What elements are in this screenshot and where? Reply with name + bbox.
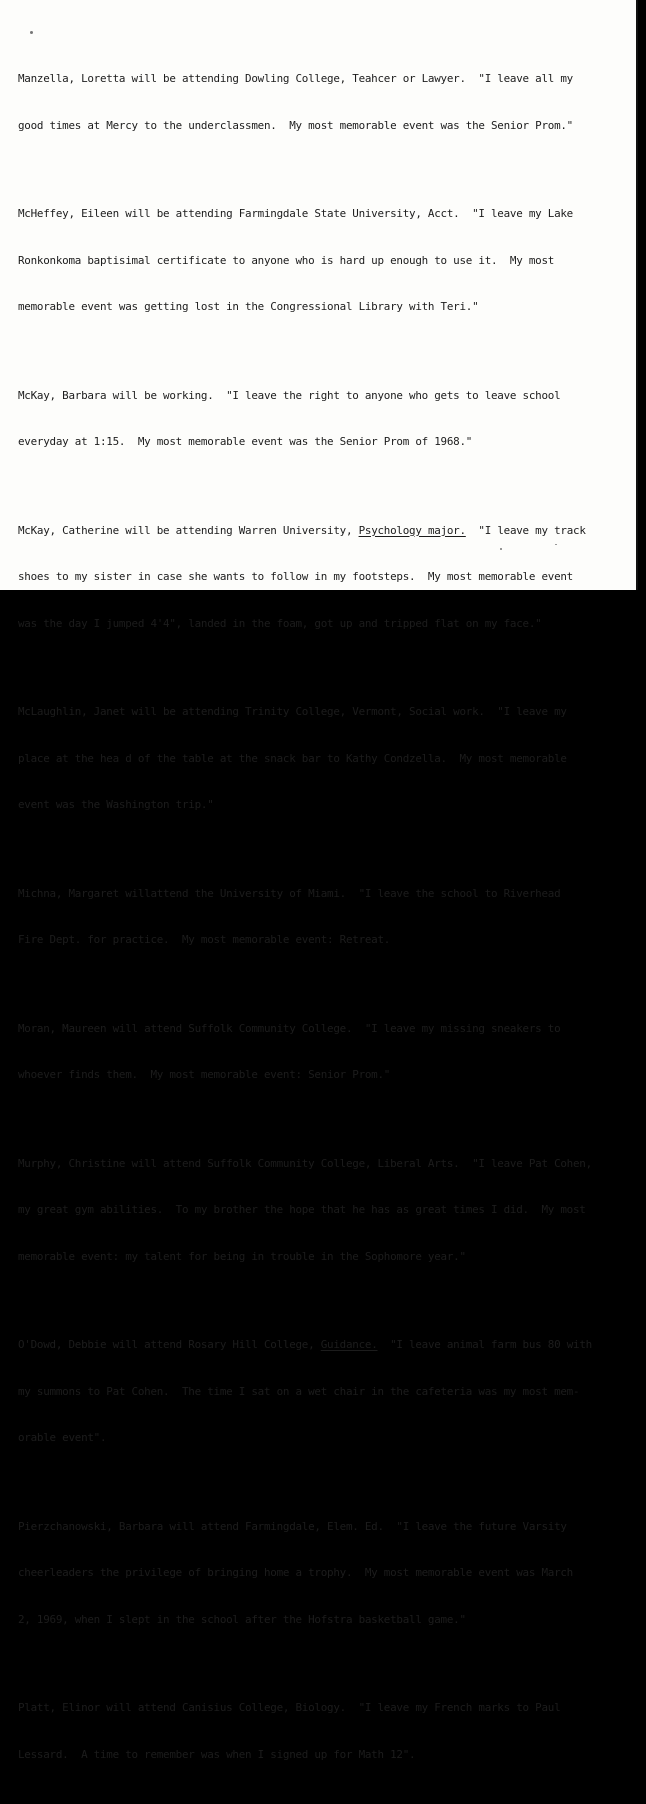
entry-line: my summons to Pat Cohen. The time I sat on a wet chair in the cafeteria was my most mem- bbox=[18, 1384, 580, 1398]
senior-wills-list bbox=[18, 40, 636, 1804]
entry-line: Ronkonkoma baptisimal certificate to anyone who is hard up enough to use it. My most bbox=[18, 253, 555, 267]
entry-manzella bbox=[18, 40, 636, 164]
underlined-text: Guidance. bbox=[320, 1338, 378, 1351]
entry-line: Michna, Margaret willattend the University of Miami. "I leave the school to Riverhead bbox=[18, 886, 561, 900]
entry-line: everyday at 1:15. My most memorable event was the Senior Prom of 1968." bbox=[18, 435, 473, 448]
entry-platt bbox=[18, 1669, 636, 1793]
entry-line: good times at Mercy to the underclassmen. My most memorable event was the Senior Prom." bbox=[18, 118, 573, 132]
entry-line: Platt, Elinor will attend Canisius College, Biology. "I leave my French marks to Paul bbox=[18, 1701, 561, 1714]
entry-line: orable event". bbox=[18, 1431, 107, 1444]
underlined-text: Psychology major. bbox=[358, 523, 466, 537]
entry-line: Pierzchanowski, Barbara will attend Farmingdale, Elem. Ed. "I leave the future Varsity bbox=[18, 1519, 567, 1533]
entry-line: whoever finds them. My most memorable event: Senior Prom." bbox=[18, 1068, 391, 1081]
entry-line: McKay, Barbara will be working. "I leave the right to anyone who gets to leave school bbox=[18, 388, 561, 402]
entry-line: McLaughlin, Janet will be attending Trinity College, Vermont, Social work. "I leave my bbox=[18, 705, 567, 718]
entry-mclaughlin bbox=[18, 673, 636, 844]
entry-line: Fire Dept. for practice. My most memorable event: Retreat. bbox=[18, 933, 391, 946]
entry-mckay-barbara bbox=[18, 357, 636, 481]
entry-line: Murphy, Christine will attend Suffolk Community College, Liberal Arts. "I leave Pat Cohen, bbox=[18, 1156, 592, 1170]
entry-line: Manzella, Loretta will be attending Dowling College, Teahcer or Lawyer. "I leave all my bbox=[18, 72, 573, 85]
entry-moran bbox=[18, 990, 636, 1114]
entry-line: Lessard. A time to remember was when I signed up for Math 12". bbox=[18, 1747, 416, 1761]
entry-line: memorable event was getting lost in the Congressional Library with Teri." bbox=[18, 300, 479, 313]
entry-line: memorable event: my talent for being in trouble in the Sophomore year." bbox=[18, 1249, 466, 1263]
entry-odowd bbox=[18, 1306, 636, 1477]
entry-michna bbox=[18, 855, 636, 979]
ink-speck bbox=[30, 31, 33, 34]
entry-line: O'Dowd, Debbie will attend Rosary Hill College, Guidance. "I leave animal farm bus 80 with bbox=[18, 1338, 592, 1351]
entry-mcheffey bbox=[18, 175, 636, 346]
entry-line: my great gym abilities. To my brother the hope that he has as great times I did. My most bbox=[18, 1203, 586, 1216]
entry-line: cheerleaders the privilege of bringing home a trophy. My most memorable event was March bbox=[18, 1566, 573, 1579]
entry-line: place at the hea d of the table at the snack bar to Kathy Condzella. My most memorable bbox=[18, 751, 567, 765]
entry-line: McKay, Catherine will be attending Warren University, Psychology major. "I leave my track bbox=[18, 523, 586, 537]
entry-line: event was the Washington trip." bbox=[18, 798, 214, 811]
entry-line: shoes to my sister in case she wants to follow in my footsteps. My most memorable event bbox=[18, 570, 573, 583]
entry-murphy bbox=[18, 1125, 636, 1296]
entry-pierzchanowski bbox=[18, 1488, 636, 1659]
entry-line: Moran, Maureen will attend Suffolk Community College. "I leave my missing sneakers to bbox=[18, 1021, 561, 1035]
entry-line: McHeffey, Eileen will be attending Farmingdale State University, Acct. "I leave my Lake bbox=[18, 207, 573, 220]
entry-line: was the day I jumped 4'4", landed in the foam, got up and tripped flat on my face." bbox=[18, 616, 542, 630]
entry-mckay-catherine bbox=[18, 492, 636, 663]
entry-line: 2, 1969, when I slept in the school after the Hofstra basketball game." bbox=[18, 1612, 466, 1626]
